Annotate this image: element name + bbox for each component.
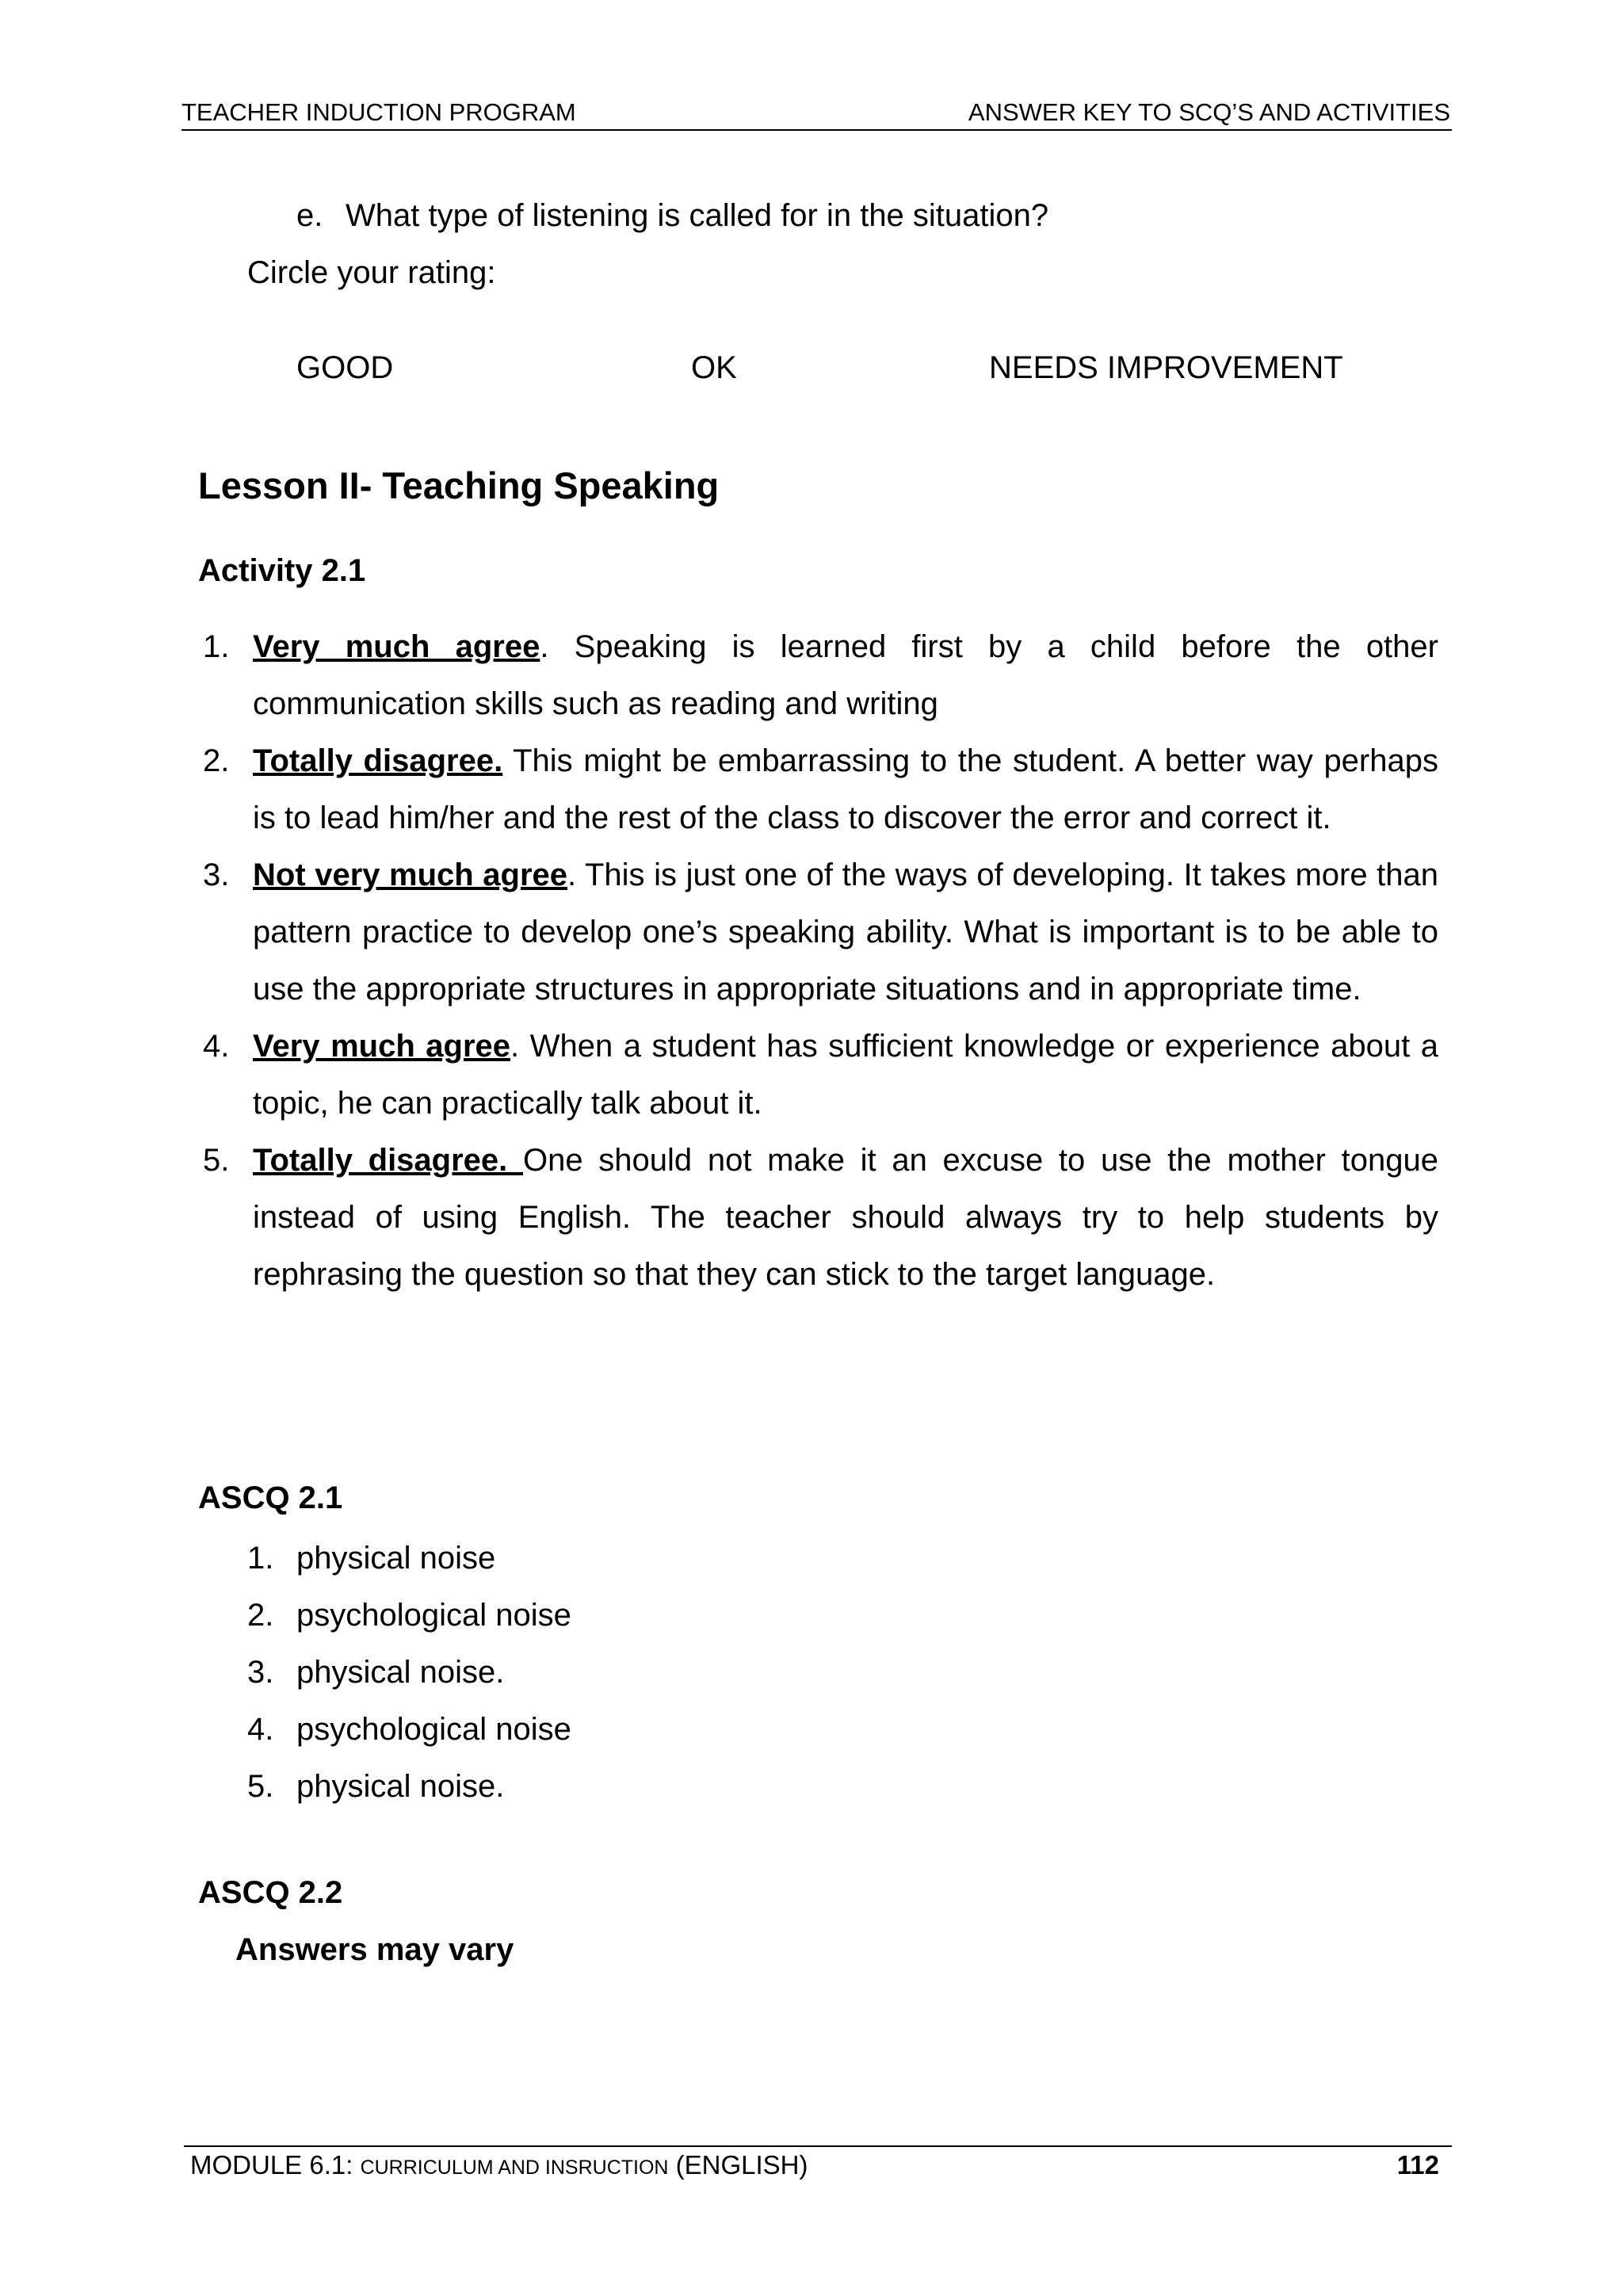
ascq-2-2-answer: Answers may vary — [235, 1932, 514, 1967]
activity-item — [198, 732, 1438, 846]
ascq-2-1-title: ASCQ 2.1 — [198, 1480, 343, 1515]
lesson-title: Lesson II- Teaching Speaking — [198, 464, 720, 506]
item-key: Very much agree — [253, 629, 540, 664]
item-number: 1. — [203, 629, 230, 664]
item-key: Totally disagree. — [253, 743, 503, 778]
item-number: 2. — [203, 743, 230, 778]
header-divider — [181, 129, 1452, 131]
item-text: . This is just one of the ways of developing. It takes more than pattern practice to develop one’s speaking ability. What is important is to be able to use the appropriate structures in appropriate situations and in appropriate time. — [253, 858, 1439, 1007]
item-number: 3. — [247, 1655, 274, 1690]
activity-item — [198, 1132, 1438, 1303]
rating-needs-improvement: NEEDS IMPROVEMENT — [989, 350, 1343, 385]
header-right-title: ANSWER KEY TO SCQ’S AND ACTIVITIES — [968, 98, 1450, 126]
item-key: Totally disagree. — [253, 1143, 523, 1178]
header-left-title: TEACHER INDUCTION PROGRAM — [181, 98, 576, 126]
item-number: 5. — [203, 1143, 230, 1178]
item-text: psychological noise — [296, 1598, 571, 1633]
list-item — [247, 1530, 571, 1587]
item-number: 3. — [203, 858, 230, 892]
footer-divider — [184, 2145, 1452, 2147]
footer-module: MODULE 6.1: — [190, 2150, 361, 2179]
item-text: . Speaking is learned first by a child before the other communication skills such as reading and writing — [253, 629, 1438, 721]
item-text: physical noise. — [296, 1769, 505, 1804]
item-text: psychological noise — [296, 1712, 571, 1747]
question-e-text: What type of listening is called for in the situation? — [346, 198, 1049, 233]
item-key: Very much agree — [253, 1029, 511, 1064]
circle-rating-label: Circle your rating: — [247, 255, 496, 290]
activity-item — [198, 846, 1438, 1018]
footer-subject: CURRICULUM AND INSRUCTION — [360, 2157, 669, 2179]
question-e — [296, 198, 1048, 234]
list-item — [247, 1758, 571, 1815]
activity-title: Activity 2.1 — [198, 553, 366, 588]
footer-module-label — [190, 2150, 808, 2180]
item-text: physical noise — [296, 1541, 496, 1576]
item-number: 2. — [247, 1598, 274, 1633]
item-key: Not very much agree — [253, 858, 568, 892]
rating-ok: OK — [691, 350, 737, 385]
ascq-2-2-title: ASCQ 2.2 — [198, 1875, 343, 1910]
list-item — [247, 1587, 571, 1644]
item-text: physical noise. — [296, 1655, 505, 1690]
item-text: One should not make it an excuse to use the mother tongue instead of using English. The teacher should always try to help students by rephrasing the question so that they can stick to the target language. — [253, 1143, 1438, 1292]
footer-language: (ENGLISH) — [668, 2150, 808, 2179]
item-number: 1. — [247, 1541, 274, 1576]
page-number: 112 — [1396, 2150, 1439, 2179]
item-text: This might be embarrassing to the student. A better way perhaps is to lead him/her and the rest of the class to discover the error and correct it. — [253, 743, 1438, 835]
item-number: 4. — [203, 1029, 230, 1064]
item-number: 5. — [247, 1769, 274, 1804]
item-number: 4. — [247, 1712, 274, 1747]
list-item — [247, 1701, 571, 1758]
rating-good: GOOD — [296, 350, 394, 385]
activity-item — [198, 618, 1438, 732]
list-item — [247, 1644, 571, 1701]
activity-answer-list — [198, 618, 1438, 1303]
ascq-2-1-list — [247, 1530, 571, 1815]
question-e-number: e. — [296, 198, 323, 233]
item-text: . When a student has sufficient knowledge or experience about a topic, he can practically talk about it. — [253, 1029, 1438, 1121]
activity-item — [198, 1018, 1438, 1132]
